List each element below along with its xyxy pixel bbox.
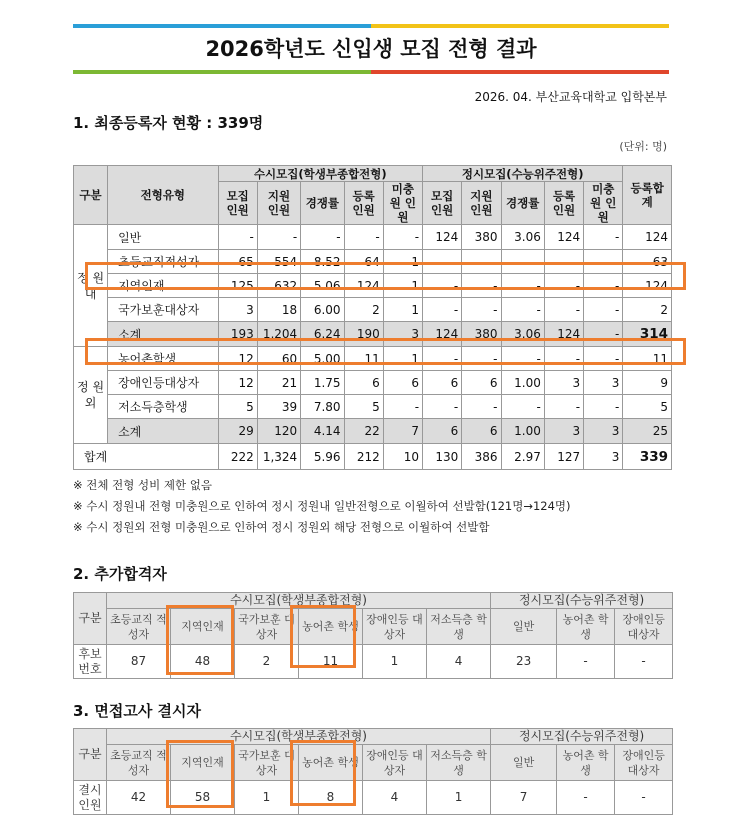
jeongsi-cell: 3 (544, 419, 583, 444)
document-title-banner (73, 24, 669, 74)
additional-pass-table (73, 592, 673, 679)
header-jeongsi: 정시모집(수능위주전형) (423, 166, 623, 182)
total-cell: 339 (623, 444, 672, 470)
jeongsi-cell: - (423, 250, 462, 274)
value-cell: - (615, 781, 673, 815)
row-label: 결시 인원 (74, 781, 107, 815)
susi-cell: 22 (344, 419, 383, 444)
column-header: 지역인재 (171, 745, 235, 781)
value-cell: 7 (491, 781, 557, 815)
jeongsi-cell: - (544, 395, 583, 419)
jeongsi-cell: 3 (584, 371, 623, 395)
total-cell: 63 (623, 250, 672, 274)
jeongsi-cell: 3 (544, 371, 583, 395)
header-susi: 수시모집(학생부종합전형) (218, 166, 422, 182)
section1-title: 1. 최종등록자 현황 : 339명 (73, 114, 264, 132)
susi-cell: - (383, 395, 422, 419)
header-jeongsi: 정시모집(수능위주전형) (491, 593, 673, 609)
note-2: ※ 수시 정원내 전형 미충원으로 인하여 정시 정원내 일반전형으로 이월하여 선발함(121명→124명) (73, 499, 571, 513)
row-type-name: 일반 (108, 225, 219, 250)
row-type-name: 지역인재 (108, 274, 219, 298)
jeongsi-cell: - (423, 347, 462, 371)
total-cell: 5 (623, 395, 672, 419)
table-row (74, 298, 672, 322)
jeongsi-cell: 127 (544, 444, 583, 470)
value-cell: - (557, 781, 615, 815)
section3-title: 3. 면접고사 결시자 (73, 702, 202, 720)
jeongsi-cell: 6 (462, 419, 501, 444)
issuer-line: 2026. 04. 부산교육대학교 입학본부 (474, 90, 667, 104)
row-type-name: 저소득층학생 (108, 395, 219, 419)
susi-cell: 6 (383, 371, 422, 395)
jeongsi-cell: - (462, 298, 501, 322)
susi-cell: 1,324 (257, 444, 300, 470)
row-type-name: 국가보훈대상자 (108, 298, 219, 322)
susi-cell: - (301, 225, 344, 250)
column-header: 국가보훈 대상자 (235, 609, 299, 645)
susi-cell: 120 (257, 419, 300, 444)
susi-cell: 6 (344, 371, 383, 395)
column-header: 농어촌 학생 (299, 745, 363, 781)
jeongsi-cell: 124 (544, 225, 583, 250)
value-cell: - (615, 645, 673, 679)
value-cell: 8 (299, 781, 363, 815)
total-cell: 314 (623, 322, 672, 347)
jeongsi-cell: 1.00 (501, 419, 544, 444)
column-header: 농어촌 학생 (557, 609, 615, 645)
section2-title: 2. 추가합격자 (73, 565, 167, 583)
jeongsi-cell: - (423, 274, 462, 298)
jeongsi-cell: 1.00 (501, 371, 544, 395)
table-row (74, 250, 672, 274)
column-header: 지역인재 (171, 609, 235, 645)
jeongsi-cell: - (462, 347, 501, 371)
value-cell: 4 (427, 645, 491, 679)
susi-cell: 6.24 (301, 322, 344, 347)
total-cell: 2 (623, 298, 672, 322)
susi-cell: - (344, 225, 383, 250)
value-cell: - (557, 645, 615, 679)
group-label-out: 정 원 외 (74, 347, 108, 444)
susi-cell: 1 (383, 347, 422, 371)
table-row (74, 274, 672, 298)
column-header: 일반 (491, 609, 557, 645)
row-type-name: 장애인등대상자 (108, 371, 219, 395)
jeongsi-cell: - (544, 298, 583, 322)
total-cell: 25 (623, 419, 672, 444)
susi-cell: 1 (383, 298, 422, 322)
jeongsi-cell: - (584, 347, 623, 371)
table-row (74, 395, 672, 419)
header-jeongsi-enroll: 등록 인원 (544, 182, 583, 225)
susi-cell: 21 (257, 371, 300, 395)
value-cell: 1 (235, 781, 299, 815)
jeongsi-cell: - (501, 395, 544, 419)
header-susi-enroll: 등록 인원 (344, 182, 383, 225)
jeongsi-cell: 3.06 (501, 225, 544, 250)
row-type-name: 합계 (74, 444, 219, 470)
jeongsi-cell: - (462, 274, 501, 298)
susi-cell: 5 (344, 395, 383, 419)
jeongsi-cell: - (423, 298, 462, 322)
jeongsi-cell: 3.06 (501, 322, 544, 347)
value-cell: 87 (107, 645, 171, 679)
subtotal-row-in (74, 322, 672, 347)
header-gubun: 구분 (74, 593, 107, 645)
jeongsi-cell: 124 (423, 322, 462, 347)
header-jeongsi-unfilled: 미충원 인원 (584, 182, 623, 225)
susi-cell: 64 (344, 250, 383, 274)
jeongsi-cell: - (501, 250, 544, 274)
notes (73, 475, 571, 538)
row-label: 후보 번호 (74, 645, 107, 679)
susi-cell: 1 (383, 274, 422, 298)
column-header: 농어촌 학생 (557, 745, 615, 781)
jeongsi-cell: - (462, 395, 501, 419)
susi-cell: 222 (218, 444, 257, 470)
susi-cell: 1.75 (301, 371, 344, 395)
title-bottom-bar (73, 70, 669, 74)
susi-cell: 3 (218, 298, 257, 322)
jeongsi-cell: - (544, 347, 583, 371)
header-total: 등록합계 (623, 166, 672, 225)
susi-cell: - (383, 225, 422, 250)
susi-cell: 2 (344, 298, 383, 322)
column-header: 장애인등 대상자 (363, 745, 427, 781)
susi-cell: 554 (257, 250, 300, 274)
subtotal-row-out (74, 419, 672, 444)
header-susi-unfilled: 미충원 인원 (383, 182, 422, 225)
susi-cell: 12 (218, 347, 257, 371)
jeongsi-cell: - (462, 250, 501, 274)
susi-cell: 5.96 (301, 444, 344, 470)
column-header: 초등교직 적성자 (107, 609, 171, 645)
jeongsi-cell: 2.97 (501, 444, 544, 470)
susi-cell: 60 (257, 347, 300, 371)
jeongsi-cell: 386 (462, 444, 501, 470)
jeongsi-cell: - (584, 322, 623, 347)
susi-cell: 10 (383, 444, 422, 470)
jeongsi-cell: 380 (462, 225, 501, 250)
value-cell: 1 (427, 781, 491, 815)
jeongsi-cell: - (584, 250, 623, 274)
header-jeongsi-apply: 지원 인원 (462, 182, 501, 225)
susi-cell: 632 (257, 274, 300, 298)
susi-cell: - (257, 225, 300, 250)
group-label-in: 정 원 내 (74, 225, 108, 347)
note-1: ※ 전체 전형 성비 제한 없음 (73, 478, 213, 492)
susi-cell: 1 (383, 250, 422, 274)
susi-cell: 212 (344, 444, 383, 470)
column-header: 일반 (491, 745, 557, 781)
jeongsi-cell: - (501, 274, 544, 298)
jeongsi-cell: 6 (423, 419, 462, 444)
header-gubun: 구분 (74, 166, 108, 225)
susi-cell: 190 (344, 322, 383, 347)
column-header: 초등교직 적성자 (107, 745, 171, 781)
title-top-bar (73, 24, 669, 28)
header-gubun: 구분 (74, 729, 107, 781)
susi-cell: 39 (257, 395, 300, 419)
jeongsi-cell: 3 (584, 444, 623, 470)
susi-cell: 5.00 (301, 347, 344, 371)
susi-cell: 18 (257, 298, 300, 322)
susi-cell: 29 (218, 419, 257, 444)
column-header: 장애인등 대상자 (615, 745, 673, 781)
header-susi-recruit: 모집 인원 (218, 182, 257, 225)
jeongsi-cell: - (544, 274, 583, 298)
susi-cell: 7 (383, 419, 422, 444)
susi-cell: 1,204 (257, 322, 300, 347)
unit-label: (단위: 명) (619, 140, 667, 153)
row-type-name: 농어촌학생 (108, 347, 219, 371)
value-cell: 42 (107, 781, 171, 815)
value-cell: 23 (491, 645, 557, 679)
row-type-name: 소계 (108, 419, 219, 444)
total-cell: 124 (623, 274, 672, 298)
interview-absence-table (73, 728, 673, 815)
susi-cell: 7.80 (301, 395, 344, 419)
susi-cell: 12 (218, 371, 257, 395)
jeongsi-cell: 124 (423, 225, 462, 250)
column-header: 저소득층 학생 (427, 609, 491, 645)
header-jeongsi: 정시모집(수능위주전형) (491, 729, 673, 745)
jeongsi-cell: - (501, 298, 544, 322)
jeongsi-cell: - (584, 274, 623, 298)
document-title: 2026학년도 신입생 모집 전형 결과 (205, 37, 537, 61)
jeongsi-cell: 6 (462, 371, 501, 395)
value-cell: 1 (363, 645, 427, 679)
row-type-name: 초등교직적성자 (108, 250, 219, 274)
column-header: 장애인등 대상자 (363, 609, 427, 645)
susi-cell: 8.52 (301, 250, 344, 274)
header-jeongsi-ratio: 경쟁률 (501, 182, 544, 225)
table-row (74, 225, 672, 250)
header-jeongsi-recruit: 모집 인원 (423, 182, 462, 225)
total-cell: 124 (623, 225, 672, 250)
table-row (74, 347, 672, 371)
jeongsi-cell: - (501, 347, 544, 371)
susi-cell: 5 (218, 395, 257, 419)
header-susi-apply: 지원 인원 (257, 182, 300, 225)
jeongsi-cell: - (544, 250, 583, 274)
susi-cell: 3 (383, 322, 422, 347)
column-header: 국가보훈 대상자 (235, 745, 299, 781)
value-cell: 4 (363, 781, 427, 815)
jeongsi-cell: - (584, 225, 623, 250)
value-cell: 2 (235, 645, 299, 679)
susi-cell: 193 (218, 322, 257, 347)
susi-cell: 6.00 (301, 298, 344, 322)
jeongsi-cell: 3 (584, 419, 623, 444)
table-row (74, 371, 672, 395)
jeongsi-cell: - (423, 395, 462, 419)
susi-cell: - (218, 225, 257, 250)
grand-total-row (74, 444, 672, 470)
value-cell: 11 (299, 645, 363, 679)
total-cell: 9 (623, 371, 672, 395)
enrollment-table (73, 165, 672, 470)
susi-cell: 65 (218, 250, 257, 274)
jeongsi-cell: 130 (423, 444, 462, 470)
total-cell: 11 (623, 347, 672, 371)
column-header: 저소득층 학생 (427, 745, 491, 781)
column-header: 장애인등 대상자 (615, 609, 673, 645)
jeongsi-cell: - (584, 395, 623, 419)
susi-cell: 124 (344, 274, 383, 298)
value-cell: 48 (171, 645, 235, 679)
jeongsi-cell: 124 (544, 322, 583, 347)
jeongsi-cell: 380 (462, 322, 501, 347)
note-3: ※ 수시 정원외 전형 미충원으로 인하여 정시 정원외 해당 전형으로 이월하여 선발함 (73, 520, 490, 534)
header-susi: 수시모집(학생부종합전형) (107, 593, 491, 609)
header-type: 전형유형 (108, 166, 219, 225)
jeongsi-cell: 6 (423, 371, 462, 395)
column-header: 농어촌 학생 (299, 609, 363, 645)
jeongsi-cell: - (584, 298, 623, 322)
value-cell: 58 (171, 781, 235, 815)
header-susi: 수시모집(학생부종합전형) (107, 729, 491, 745)
susi-cell: 5.06 (301, 274, 344, 298)
susi-cell: 4.14 (301, 419, 344, 444)
header-susi-ratio: 경쟁률 (301, 182, 344, 225)
row-type-name: 소계 (108, 322, 219, 347)
susi-cell: 125 (218, 274, 257, 298)
susi-cell: 11 (344, 347, 383, 371)
